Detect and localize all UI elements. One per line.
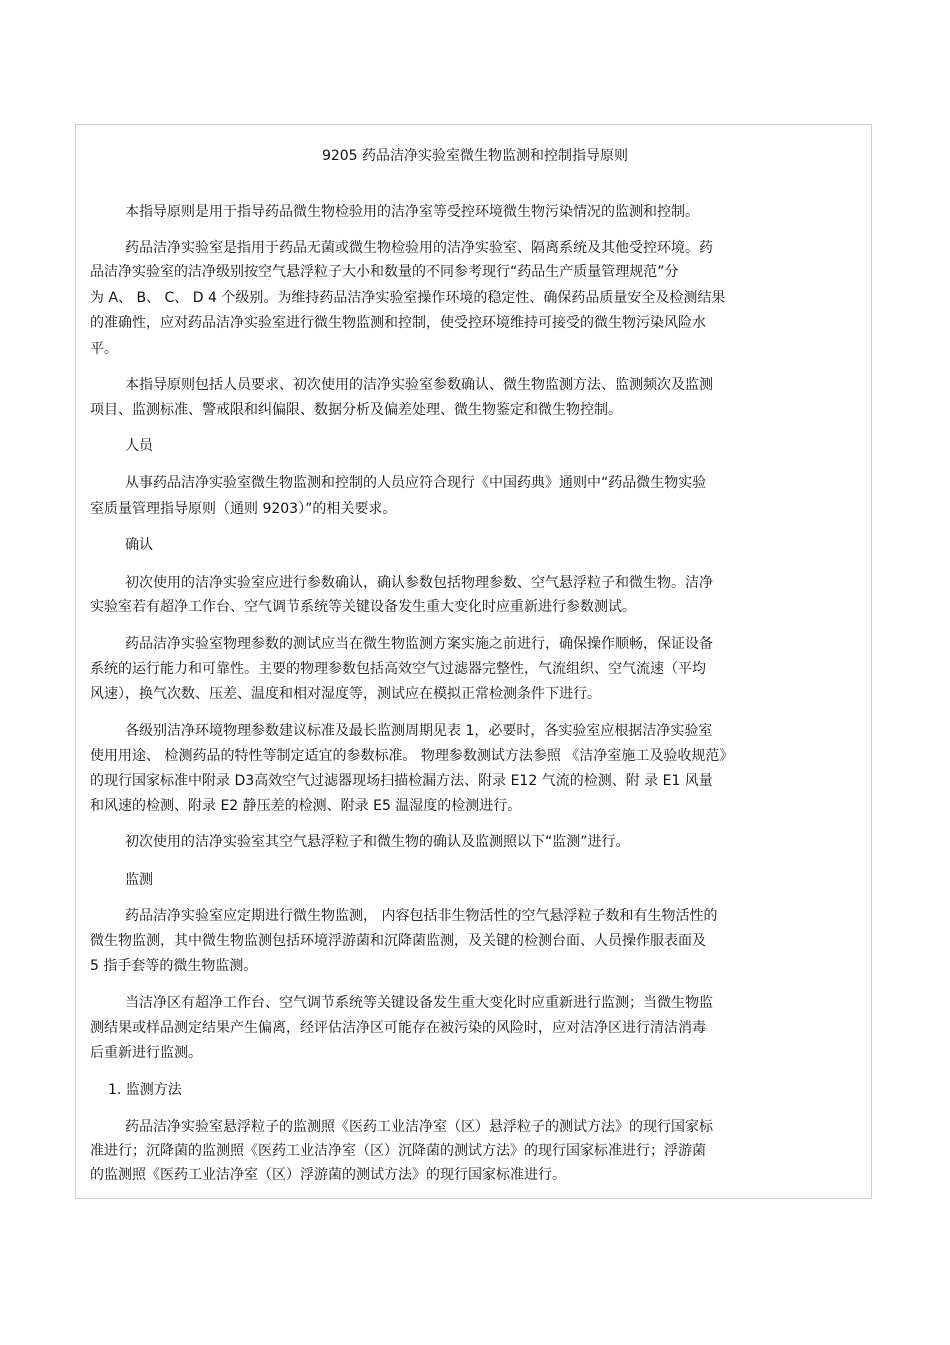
text-line: 和风速的检测、附录 E2 静压差的检测、附录 E5 温湿度的检测进行。 bbox=[90, 798, 522, 814]
text-line: 药品洁净实验室物理参数的测试应当在微生物监测方案实施之前进行，确保操作顺畅，保证设备 bbox=[125, 636, 713, 652]
section-heading: 1. 监测方法 bbox=[108, 1082, 182, 1098]
text-line: 的监测照《医药工业洁净室（区）浮游菌的测试方法》的现行国家标准进行。 bbox=[90, 1167, 566, 1183]
document-title: 9205 药品洁净实验室微生物监测和控制指导原则 bbox=[321, 148, 629, 164]
text-line: 药品洁净实验室悬浮粒子的监测照《医药工业洁净室（区）悬浮粒子的测试方法》的现行国家标 bbox=[125, 1119, 713, 1135]
text-line: 后重新进行监测。 bbox=[90, 1045, 202, 1061]
text-line: 5 指手套等的微生物监测。 bbox=[90, 958, 258, 974]
text-line: 各级别洁净环境物理参数建议标准及最长监测周期见表 1，必要时，各实验室应根据洁净实验室 bbox=[125, 723, 713, 739]
section-heading: 确认 bbox=[125, 537, 153, 553]
text-line: 的准确性，应对药品洁净实验室进行微生物监测和控制，使受控环境维持可接受的微生物污染风险水 bbox=[90, 315, 706, 331]
text-line: 初次使用的洁净实验室应进行参数确认，确认参数包括物理参数、空气悬浮粒子和微生物。洁净 bbox=[125, 575, 713, 591]
text-line: 品洁净实验室的洁净级别按空气悬浮粒子大小和数量的不同参考现行“药品生产质量管理规范”分 bbox=[90, 264, 679, 280]
text-line: 从事药品洁净实验室微生物监测和控制的人员应符合现行《中国药典》通则中“药品微生物实验 bbox=[125, 475, 707, 491]
section-heading: 监测 bbox=[125, 872, 153, 888]
text-line: 的现行国家标准中附录 D3高效空气过滤器现场扫描检漏方法、附录 E12 气流的检测、附 录 E1 风量 bbox=[90, 773, 713, 789]
text-line: 本指导原则是用于指导药品微生物检验用的洁净室等受控环境微生物污染情况的监测和控制。 bbox=[125, 204, 699, 220]
text-line: 微生物监测，其中微生物监测包括环境浮游菌和沉降菌监测，及关键的检测台面、人员操作服表面及 bbox=[90, 933, 706, 949]
text-line: 平。 bbox=[90, 341, 118, 357]
text-line: 准进行；沉降菌的监测照《医药工业洁净室（区）沉降菌的测试方法》的现行国家标准进行；浮游菌 bbox=[90, 1143, 706, 1159]
text-line: 测结果或样品测定结果产生偏离，经评估洁净区可能存在被污染的风险时，应对洁净区进行清洁消毒 bbox=[90, 1020, 706, 1036]
section-heading: 人员 bbox=[125, 438, 153, 454]
text-line: 实验室若有超净工作台、空气调节系统等关键设备发生重大变化时应重新进行参数测试。 bbox=[90, 599, 636, 615]
text-line: 本指导原则包括人员要求、初次使用的洁净实验室参数确认、微生物监测方法、监测频次及监测 bbox=[125, 377, 713, 393]
text-line: 为 A、 B、 C、 D 4 个级别。为维持药品洁净实验室操作环境的稳定性、确保药品质量安全及检测结果 bbox=[90, 290, 726, 306]
text-line: 项目、监测标准、警戒限和纠偏限、数据分析及偏差处理、微生物鉴定和微生物控制。 bbox=[90, 402, 622, 418]
text-line: 初次使用的洁净实验室其空气悬浮粒子和微生物的确认及监测照以下“监测”进行。 bbox=[125, 834, 630, 850]
text-line: 室质量管理指导原则（通则 9203）”的相关要求。 bbox=[90, 501, 397, 517]
text-line: 使用用途、 检测药品的特性等制定适宜的参数标准。 物理参数测试方法参照 《洁净室施工及验收规范》 bbox=[90, 748, 734, 764]
text-line: 风速），换气次数、压差、温度和相对湿度等，测试应在模拟正常检测条件下进行。 bbox=[90, 686, 601, 702]
text-line: 药品洁净实验室应定期进行微生物监测， 内容包括非生物活性的空气悬浮粒子数和有生物活性的 bbox=[125, 908, 718, 924]
text-line: 系统的运行能力和可靠性。主要的物理参数包括高效空气过滤器完整性，气流组织、空气流速（平均 bbox=[90, 661, 706, 677]
text-line: 药品洁净实验室是指用于药品无菌或微生物检验用的洁净实验室、隔离系统及其他受控环境。药 bbox=[125, 240, 713, 256]
text-line: 当洁净区有超净工作台、空气调节系统等关键设备发生重大变化时应重新进行监测；当微生物监 bbox=[125, 995, 713, 1011]
